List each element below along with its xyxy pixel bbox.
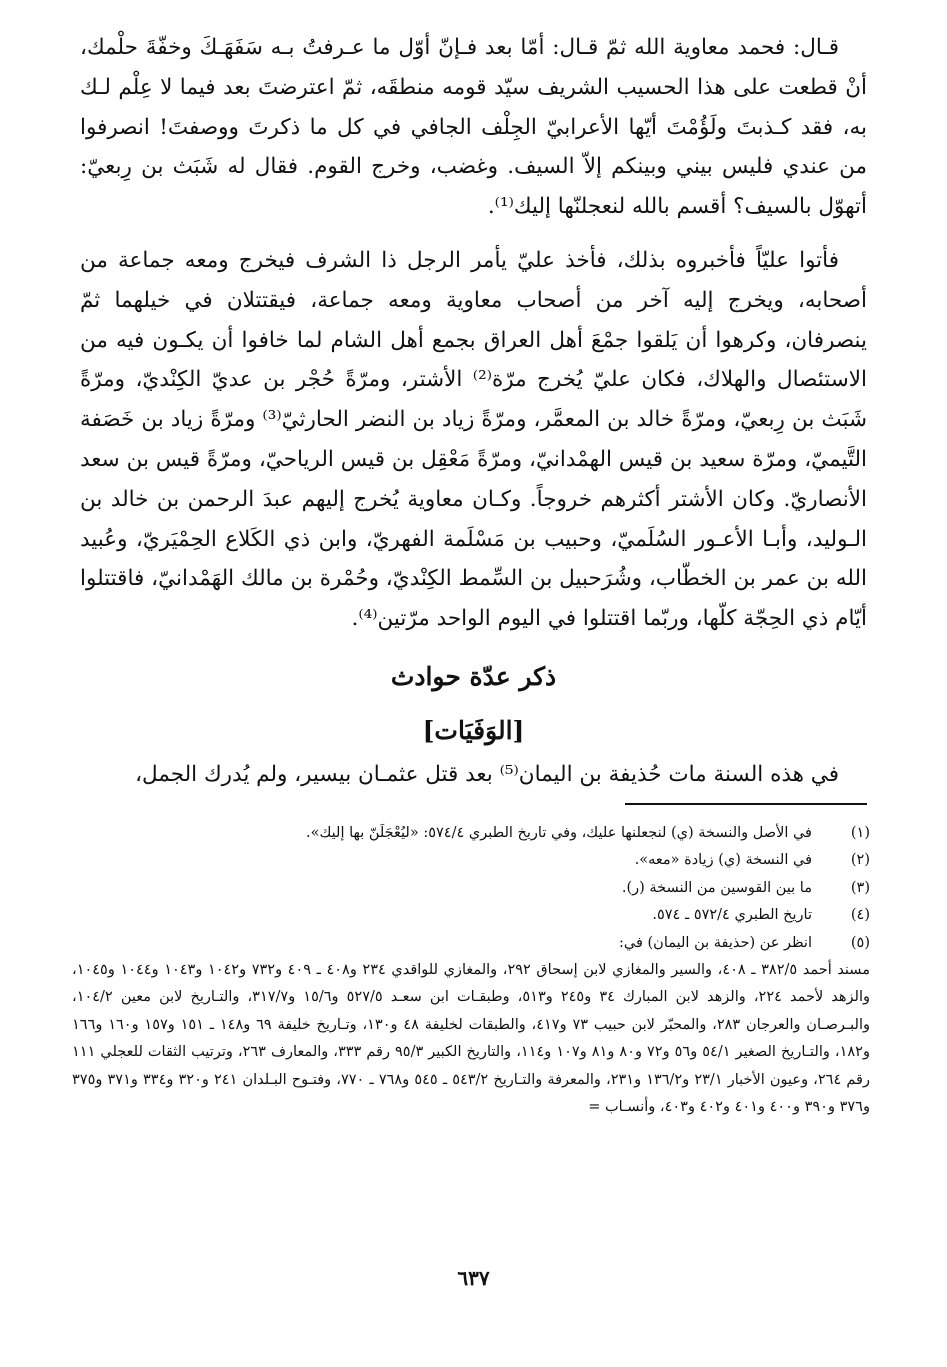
footnote-bibliography: مسند أحمد ٣٨٢/٥ ـ ٤٠٨، والسير والمغازي لابن إسحاق ٢٩٢، والمغازي للواقدي ٢٣٤ و٤٠٨ ـ ٤٠٩ و٧٣٢ و١٠٤٢ و١٠٤٣ و١٠٤٤ و١٠٤٥، والزهد لأحمد ٢٢٤، والزهد لابن المبارك ٣٤ و٢٤٥ و٥١٣، وطبقـات ابن سعـد ٥٢٧/٥ و١٥/٦ و٣١٧/٧، والتـاريخ لابن معين ١٠٤/٢، والبـرصـان والعرجان ٢٨٣، والمحبّر لابن حبيب ٧٣ و٤١٧، والطبقات لخليفة ٤٨ و١٣٠، وتـاريخ خليفة ٦٩ و١٤٨ ـ ١٥١ و١٥٧ و١٦٠ و١٦٦ و١٨٢، والتـاريخ الصغير ٥٤/١ و٥٦ و٧٢ و٨٠ و٨١ و١٠٧ و١١٤، والتاريخ الكبير ٩٥/٣ رقم ٣٣٣، والمعارف ٢٦٣، وترتيب الثقات للعجلي ١١١ رقم ٢٦٤، وعيون الأخبار ٢٣/١ و١٣٦/٢ و٢٣١، والمعرفة والتـاريخ ٥٤٣/٢ ـ ٥٤٥ و٧٦٨ ـ ٧٧٠، وفتـوح البـلدان ٢٤١ و٣٢٠ و٣٣٤ و٣٧١ و٣٧٥ و٣٧٦ و٣٩٠ و٤٠٠ و٤٠١ و٤٠٢ و٤٠٣، وأنسـاب = [72, 962, 871, 1116]
footnote [72, 930, 870, 957]
footnote-number: (٥) [850, 934, 870, 951]
page-number: ٦٣٧ [457, 1266, 490, 1290]
footnote [72, 847, 870, 874]
footnotes-block [72, 820, 870, 1121]
paragraph-battles: فأتوا عليّاً فأخبروه بذلك، فأخذ عليّ يأمر الرجل ذا الشرف فيخرج ومعه جماعة من أصحابه، ويخرج إليه آخر من أصحاب معاوية ومعه جماعة، فيقتتلان في خيلهما ثمّ ينصرفان، وكرهوا أن يَلقوا جمْعَ أهل العراق بجمع أهل الشام لما خافوا أن يكـون فيه من الاستئصال والهلاك، فكان عليّ يُخرج مرّة⁽²⁾ الأشتر، ومرّةً حُجْر بن عديّ الكِنْديّ، ومرّةً شَبَث بن رِبعيّ، ومرّةً خالد بن المعمَّر، ومرّةً زياد بن النضر الحارثيّ⁽³⁾ ومرّةً زياد بن خَصَفة التَّيميّ، ومرّة سعيد بن قيس الهمْدانيّ، ومرّةً مَعْقِل بن قيس الرياحيّ، ومرّةً قيس بن سعد الأنصاريّ. وكان الأشتر أكثرهم خروجاً. وكـان معاوية يُخرج إليهم عبدَ الرحمن بن خالد بن الـوليد، وأبـا الأعـور السُلَميّ، وحبيب بن مَسْلَمة الفهريّ، وابن ذي الكَلاع الحِمْيَريّ، وعُبيد الله بن عمر بن الخطّاب، وشُرَحبيل بن السِّمط الكِنْديّ، وحُمْرة بن مالك الهَمْدانيّ، فاقتتلوا أيّام ذي الحِجّة كلّها، وربّما اقتتلوا في اليوم الواحد مرّتين⁽⁴⁾. [80, 247, 868, 632]
footnote-text: في الأصل والنسخة (ي) لنجعلنها عليك، وفي تاريخ الطبري ٥٧٤/٤: «ليُعْجَلَنّ بها إليك». [305, 825, 812, 841]
footnote [72, 820, 870, 847]
footnote-text: ما بين القوسين من النسخة (ر). [621, 879, 812, 896]
paragraph-deaths-intro: في هذه السنة مات حُذيفة بن اليمان⁽⁵⁾ بعد قتل عثمـان بيسير، ولم يُدرك الجمل، [135, 761, 839, 787]
footnote [72, 875, 870, 902]
footnote-text: في النسخة (ي) زيادة «معه». [634, 852, 812, 869]
footnote-text: تاريخ الطبري ٥٧٢/٤ ـ ٥٧٤. [652, 907, 812, 924]
footnote-number: (٣) [850, 879, 870, 896]
paragraph-muawiya-speech: قـال: فحمد معاوية الله ثمّ قـال: أمّا بعد فـإنّ أوّل ما عـرفتُ بـه سَفَهَـكَ وخفّةَ حلْمك، أنْ قطعت على هذا الحسيب الشريف سيّد قومه منطقَه، ثمّ اعترضتَ بعد فيما لا عِلْم لـك به، فقد كـذبتَ ولَؤُمْتَ أيّها الأعرابيّ الجِلْف الجافي في كل ما ذكرتَ ووصفتَ! انصرفوا من عندي فليس بيني وبينكم إلاّ السيف. وغضب، وخرج القوم. فقال له شَبَث بن رِبعيّ: أتهوّل بالسيف؟ أقسم بالله لنعجلنّها إليك⁽¹⁾. [80, 35, 867, 220]
footnote-number: (١) [850, 825, 870, 841]
section-heading: ذكر عدّة حوادث [390, 661, 557, 691]
footnote-number: (٢) [850, 852, 870, 869]
subsection-heading: [الوَفَيَات] [422, 715, 525, 745]
footnote-number: (٤) [850, 907, 870, 924]
footnote-text: انظر عن (حذيفة بن اليمان) في: [619, 934, 812, 951]
footnote [72, 902, 870, 929]
main-text-block [80, 28, 867, 795]
footnote-divider [625, 803, 867, 805]
